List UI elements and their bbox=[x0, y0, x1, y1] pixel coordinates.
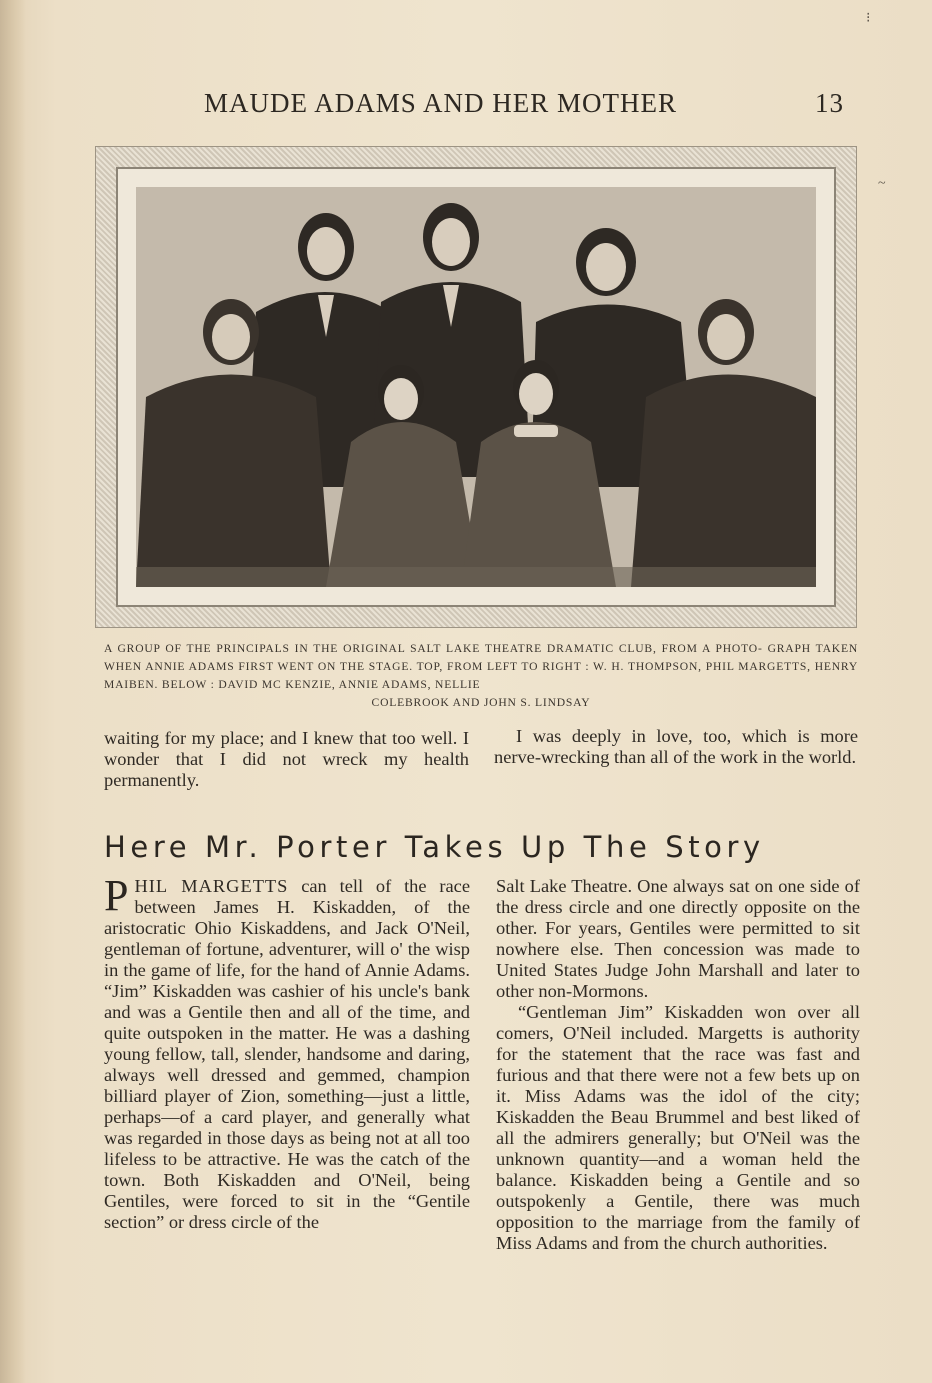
paragraph: “Gentleman Jim” Kiskadden won over all comers, O'Neil included. Margetts is authority for the statement that the race was fast and furious and that there were not a few bets up on it. Miss Adams was the idol of the city; Kiskadden the Beau Brummel and best liked of all the admirers generally; but O'Neil was the unknown quantity—and a woman held the balance. Kiskadden being a Gentile and so outspokenly a Gentile, there was much opposition to the marriage from the family of Miss Adams and from the church authorities. bbox=[496, 1002, 860, 1253]
running-head bbox=[204, 88, 844, 128]
photo-plate bbox=[95, 146, 857, 628]
plate-frame bbox=[116, 167, 836, 607]
paragraph: Salt Lake Theatre. One always sat on one side of the dress circle and one directly opposite on the other. For years, Gentiles were permitted to sit nowhere else. Then concession was made to United States Judge John Marshall and later to other non-Mormons. bbox=[496, 876, 860, 1001]
paragraph bbox=[104, 871, 470, 1233]
caption-line: A GROUP OF THE PRINCIPALS IN THE ORIGINAL SALT LAKE THEATRE DRAMATIC CLUB, FROM A PHOTO- bbox=[104, 642, 763, 655]
paragraph-text: can tell of the race between James H. Kiskadden, of the aristocratic Ohio Kiskaddens, and Jack O'Neil, gentleman of fortune, adventurer, will o' the wisp in the game of life, for the hand of Annie Adams. “Jim” Kiskadden was cashier of his uncle's bank and was a Gentile then and all of the time, and quite outspoken in the matter. He was a dashing young fellow, tall, slender, handsome and daring, always well dressed and gemmed, champion billiard player of Zion, something—just a little, perhaps—of a card player, and generally what was regarded in those days as being not at all too lifeless to be attractive. He was the catch of the town. Both Kiskadden and O'Neil, being Gentiles, were forced to sit in the “Gentile section” or dress circle of the bbox=[104, 876, 470, 1232]
photo-caption bbox=[104, 640, 858, 712]
article-column-right bbox=[496, 876, 860, 1254]
running-head-title: MAUDE ADAMS AND HER MOTHER bbox=[204, 88, 678, 118]
drop-cap: P bbox=[104, 871, 129, 920]
paragraph: waiting for my place; and I knew that too well. I wonder that I did not wreck my health permanently. bbox=[104, 728, 469, 790]
caption-line: COLEBROOK AND JOHN S. LINDSAY bbox=[371, 696, 591, 709]
spine-shadow bbox=[0, 0, 26, 1383]
continued-text-right bbox=[494, 726, 858, 768]
paper-mark: ~ bbox=[878, 176, 886, 191]
caption-line: GRAPH TAKEN WHEN ANNIE ADAMS FIRST WENT ON THE STAGE. TOP, FROM LEFT TO RIGHT : W. H. bbox=[104, 642, 858, 673]
article-column-left bbox=[104, 871, 470, 1233]
continued-text-left bbox=[104, 728, 469, 791]
lead-in: HIL MARGETTS bbox=[134, 876, 289, 896]
page-number: 13 bbox=[815, 88, 844, 118]
group-photograph-drawing bbox=[136, 187, 816, 587]
section-heading: Here Mr. Porter Takes Up The Story bbox=[104, 830, 765, 864]
paper-mark: ⁝ bbox=[866, 11, 871, 26]
caption-line: THOMPSON, PHIL MARGETTS, HENRY MAIBEN. BELOW : DAVID MC KENZIE, ANNIE ADAMS, NELLIE bbox=[104, 660, 858, 691]
group-photograph bbox=[136, 187, 816, 587]
paragraph: I was deeply in love, too, which is more nerve-wrecking than all of the work in the world. bbox=[494, 726, 858, 767]
